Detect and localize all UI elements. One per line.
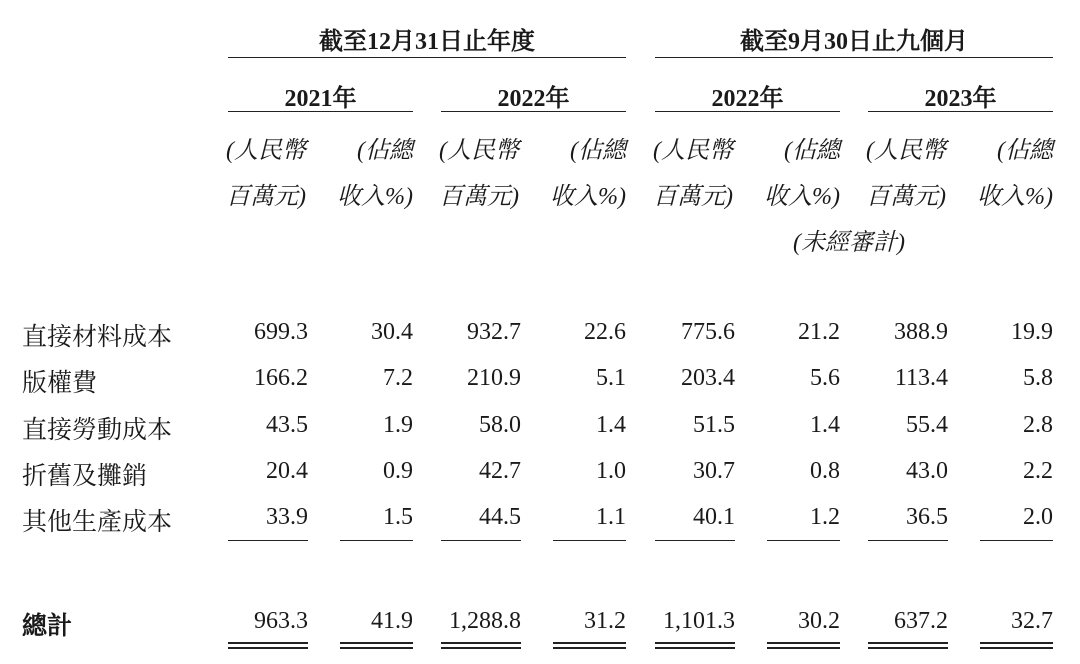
unit-header-pct: 收入%) xyxy=(550,184,626,210)
year-header: 2022年 xyxy=(497,86,570,112)
unit-header-rmb: 百萬元) xyxy=(653,184,733,210)
unaudited-note: (未經審計) xyxy=(793,230,905,256)
value-cell: 2.2 xyxy=(1023,458,1053,484)
value-cell: 19.9 xyxy=(1011,319,1053,345)
year-header-rule xyxy=(655,111,840,112)
value-cell: 51.5 xyxy=(693,412,735,438)
value-cell: 42.7 xyxy=(479,458,521,484)
value-cell: 5.6 xyxy=(810,365,840,391)
total-value: 32.7 xyxy=(1011,608,1053,634)
value-cell: 20.4 xyxy=(266,458,308,484)
unit-header-pct: (佔總 xyxy=(997,138,1053,164)
year-header-rule xyxy=(868,111,1053,112)
value-cell: 1.1 xyxy=(596,504,626,530)
row-label: 其他生產成本 xyxy=(22,509,173,536)
group-header-fiscal-year-rule xyxy=(228,57,626,58)
unit-header-rmb: (人民幣 xyxy=(439,138,519,164)
unit-header-rmb: (人民幣 xyxy=(866,138,946,164)
value-cell: 932.7 xyxy=(467,319,521,345)
row-label: 直接勞動成本 xyxy=(22,417,173,444)
value-cell: 33.9 xyxy=(266,504,308,530)
value-cell: 30.7 xyxy=(693,458,735,484)
value-cell: 44.5 xyxy=(479,504,521,530)
subtotal-rule xyxy=(767,540,840,541)
group-header-nine-months-rule xyxy=(655,57,1053,58)
total-value: 637.2 xyxy=(894,608,948,634)
unit-header-pct: 收入%) xyxy=(977,184,1053,210)
total-double-rule xyxy=(655,642,735,649)
value-cell: 1.4 xyxy=(810,412,840,438)
group-header-nine-months: 截至9月30日止九個月 xyxy=(740,29,968,55)
row-label: 版權費 xyxy=(22,370,98,397)
value-cell: 43.0 xyxy=(906,458,948,484)
value-cell: 58.0 xyxy=(479,412,521,438)
value-cell: 2.0 xyxy=(1023,504,1053,530)
value-cell: 1.9 xyxy=(383,412,413,438)
row-label: 直接材料成本 xyxy=(22,324,173,351)
value-cell: 43.5 xyxy=(266,412,308,438)
unit-header-rmb: (人民幣 xyxy=(226,138,306,164)
value-cell: 40.1 xyxy=(693,504,735,530)
value-cell: 1.0 xyxy=(596,458,626,484)
unit-header-rmb: (人民幣 xyxy=(653,138,733,164)
unit-header-pct: (佔總 xyxy=(357,138,413,164)
value-cell: 388.9 xyxy=(894,319,948,345)
subtotal-rule xyxy=(655,540,735,541)
total-double-rule xyxy=(340,642,413,649)
subtotal-rule xyxy=(868,540,948,541)
value-cell: 5.1 xyxy=(596,365,626,391)
value-cell: 7.2 xyxy=(383,365,413,391)
total-value: 30.2 xyxy=(798,608,840,634)
value-cell: 55.4 xyxy=(906,412,948,438)
subtotal-rule xyxy=(340,540,413,541)
subtotal-rule xyxy=(553,540,626,541)
year-header: 2023年 xyxy=(924,86,997,112)
total-value: 31.2 xyxy=(584,608,626,634)
total-value: 41.9 xyxy=(371,608,413,634)
value-cell: 775.6 xyxy=(681,319,735,345)
total-value: 1,288.8 xyxy=(449,608,521,634)
subtotal-rule xyxy=(441,540,521,541)
subtotal-rule xyxy=(228,540,308,541)
unit-header-pct: (佔總 xyxy=(784,138,840,164)
unit-header-rmb: 百萬元) xyxy=(866,184,946,210)
value-cell: 0.9 xyxy=(383,458,413,484)
group-header-fiscal-year: 截至12月31日止年度 xyxy=(319,29,535,55)
total-double-rule xyxy=(868,642,948,649)
year-header-rule xyxy=(441,111,626,112)
value-cell: 22.6 xyxy=(584,319,626,345)
total-value: 963.3 xyxy=(254,608,308,634)
value-cell: 1.2 xyxy=(810,504,840,530)
value-cell: 5.8 xyxy=(1023,365,1053,391)
value-cell: 210.9 xyxy=(467,365,521,391)
total-label: 總計 xyxy=(22,613,73,640)
value-cell: 36.5 xyxy=(906,504,948,530)
unit-header-rmb: 百萬元) xyxy=(226,184,306,210)
unit-header-pct: (佔總 xyxy=(570,138,626,164)
unit-header-pct: 收入%) xyxy=(337,184,413,210)
value-cell: 1.4 xyxy=(596,412,626,438)
value-cell: 166.2 xyxy=(254,365,308,391)
value-cell: 30.4 xyxy=(371,319,413,345)
value-cell: 699.3 xyxy=(254,319,308,345)
row-label: 折舊及攤銷 xyxy=(22,463,148,490)
subtotal-rule xyxy=(980,540,1053,541)
value-cell: 1.5 xyxy=(383,504,413,530)
total-double-rule xyxy=(553,642,626,649)
total-value: 1,101.3 xyxy=(663,608,735,634)
total-double-rule xyxy=(980,642,1053,649)
year-header: 2021年 xyxy=(284,86,357,112)
total-double-rule xyxy=(228,642,308,649)
unit-header-rmb: 百萬元) xyxy=(439,184,519,210)
value-cell: 21.2 xyxy=(798,319,840,345)
year-header: 2022年 xyxy=(711,86,784,112)
total-double-rule xyxy=(767,642,840,649)
total-double-rule xyxy=(441,642,521,649)
unit-header-pct: 收入%) xyxy=(764,184,840,210)
value-cell: 2.8 xyxy=(1023,412,1053,438)
year-header-rule xyxy=(228,111,413,112)
value-cell: 113.4 xyxy=(894,365,948,391)
value-cell: 0.8 xyxy=(810,458,840,484)
value-cell: 203.4 xyxy=(681,365,735,391)
